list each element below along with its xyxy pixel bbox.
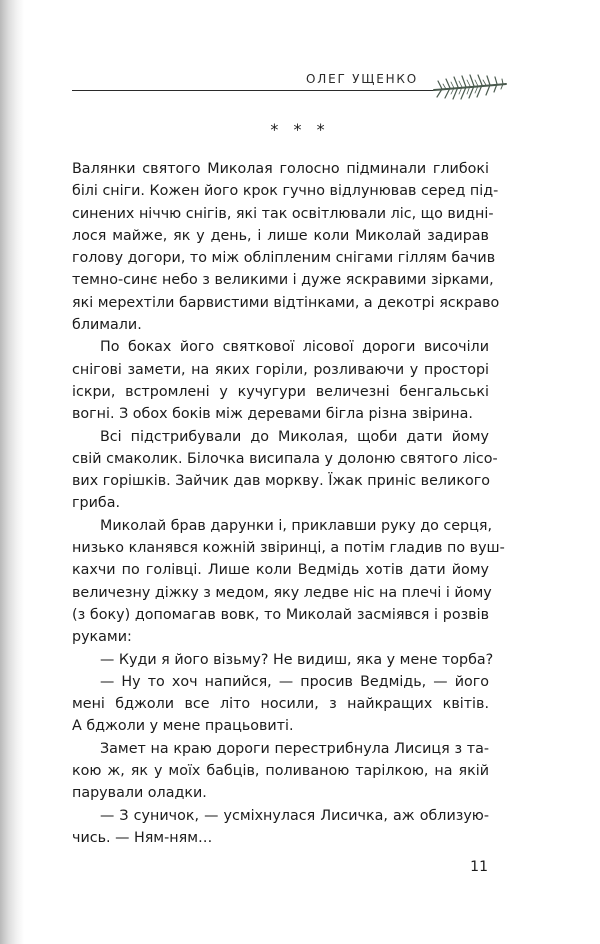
- text-line: кою ж, як у моїх бабців, поливаною тарілкою, на якій: [72, 763, 489, 780]
- text-line: величезну діжку з медом, яку ледве ніс на плечі і йому: [72, 584, 492, 601]
- text-line: По боках його святкової лісової дороги височіли: [100, 339, 489, 356]
- text-line: які мерехтіли барвистими відтінками, а декотрі яскраво: [72, 294, 500, 311]
- text-line: свій смаколик. Білочка висипала у долоню святого лісо-: [72, 450, 498, 467]
- text-line: Всі підстрибували до Миколая, щоби дати йому: [100, 428, 489, 445]
- text-line: руками:: [72, 629, 132, 646]
- page-edge-shadow: [0, 0, 24, 944]
- text-line: А бджоли у мене працьовиті.: [72, 718, 294, 735]
- text-line: кахчи по голівці. Лише коли Ведмідь хотів дати йому: [72, 562, 489, 579]
- text-line: Миколай брав дарунки і, приклавши руку до серця,: [100, 517, 492, 534]
- text-line: — Ну то хоч напийся, — просив Ведмідь, — його: [100, 673, 489, 690]
- text-line: синених ніччю снігів, які так освітлювали ліс, що видні-: [72, 205, 494, 222]
- running-header: [72, 66, 502, 106]
- text-line: іскри, встромлені у кучугури величезні бенгальські: [72, 383, 489, 400]
- text-line: лося майже, як у день, і лише коли Миколай задирав: [72, 227, 489, 244]
- text-line: парували оладки.: [72, 785, 207, 802]
- text-line: — З суничок, — усміхнулася Лисичка, аж облизую-: [100, 807, 489, 824]
- text-line: білі сніги. Кожен його крок гучно відлунював серед під-: [72, 183, 499, 200]
- running-header-author: ОЛЕГ УЩЕНКО: [306, 72, 418, 86]
- body-text: [72, 158, 505, 849]
- page-number: 11: [470, 859, 488, 875]
- header-rule: [72, 90, 434, 91]
- text-line: блимали.: [72, 317, 142, 334]
- text-line: чись. — Ням-ням…: [72, 829, 213, 846]
- text-line: гриба.: [72, 495, 121, 512]
- text-line: вих горішків. Зайчик дав моркву. Їжак приніс великого: [72, 473, 490, 490]
- fir-branch-icon: [430, 66, 510, 106]
- text-line: низько кланявся кожній звіринці, а потім гладив по вуш-: [72, 540, 505, 557]
- text-line: Валянки святого Миколая голосно підминали глибокі: [72, 161, 489, 177]
- text-line: мені бджоли все літо носили, з найкращих квітів.: [72, 696, 489, 713]
- text-line: — Куди я його візьму? Не видиш, яка у мене торба?: [100, 651, 494, 668]
- text-line: Замет на краю дороги перестрибнула Лисиця з та-: [100, 740, 489, 757]
- text-line: снігові замети, на яких горіли, розливаючи у просторі: [72, 361, 489, 378]
- text-line: голову догори, то між обліпленим снігами гіллям бачив: [72, 250, 496, 267]
- text-line: вогні. З обох боків між деревами бігла різна звірина.: [72, 406, 473, 423]
- text-line: темно-синє небо з великими і дуже яскравими зірками,: [72, 272, 494, 289]
- section-break-asterisks: * * *: [270, 120, 330, 139]
- text-line: (з боку) допомагав вовк, то Миколай засміявся і розвів: [72, 606, 489, 623]
